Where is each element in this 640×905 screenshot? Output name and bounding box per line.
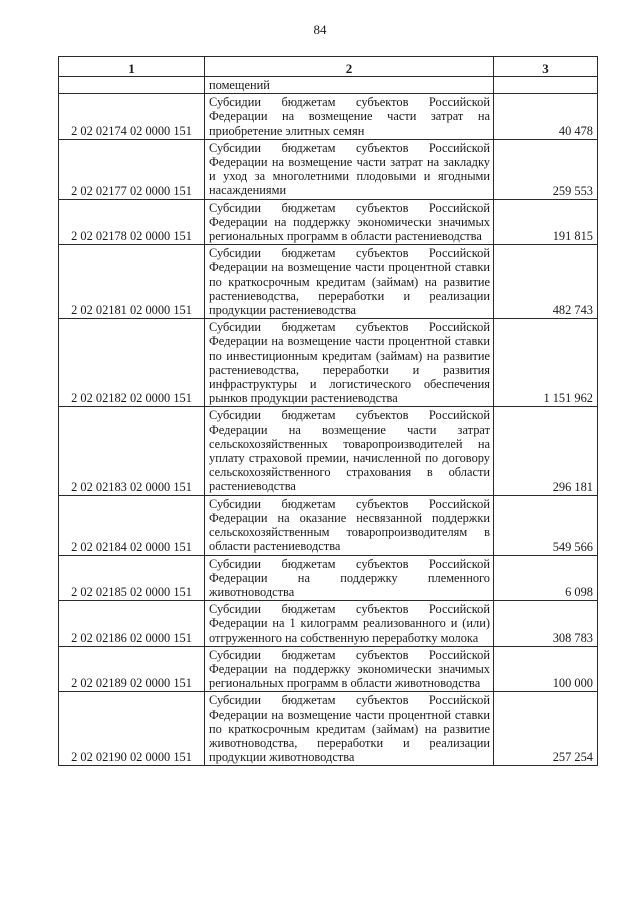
table-header-row: [59, 57, 598, 77]
description-cell: Субсидии бюджетам субъектов Российской Федерации на 1 килограмм реализованного и (или) отгруженного на собственную переработку молока: [205, 601, 494, 647]
page-number: 84: [313, 22, 327, 37]
budget-code-cell: 2 02 02189 02 0000 151: [59, 646, 205, 692]
amount-cell: 191 815: [494, 199, 598, 245]
budget-code-cell: 2 02 02186 02 0000 151: [59, 601, 205, 647]
amount-cell: 257 254: [494, 692, 598, 766]
table-row: [59, 646, 598, 692]
table-row: [59, 692, 598, 766]
description-cell: Субсидии бюджетам субъектов Российской Федерации на возмещение части процентной ставки по инвестиционным кредитам (займам) на развитие растениеводства, переработки и развития инфраструктуры и логистического обеспечения рынков продукции растениеводства: [205, 319, 494, 407]
description-cell: Субсидии бюджетам субъектов Российской Федерации на возмещение части затрат на приобретение элитных семян: [205, 94, 494, 140]
amount-cell: 308 783: [494, 601, 598, 647]
amount-cell: 1 151 962: [494, 319, 598, 407]
amount-cell: 482 743: [494, 245, 598, 319]
table-row-continuation: [59, 77, 598, 94]
budget-code-cell: [59, 77, 205, 94]
table-row: [59, 139, 598, 199]
table-row: [59, 199, 598, 245]
description-cell: Субсидии бюджетам субъектов Российской Федерации на возмещение части процентной ставки по краткосрочным кредитам (займам) на развитие животноводства, переработки и реализации продукции животноводства: [205, 692, 494, 766]
table-row: [59, 601, 598, 647]
budget-code-cell: 2 02 02183 02 0000 151: [59, 407, 205, 495]
table-row: [59, 94, 598, 140]
description-cell: Субсидии бюджетам субъектов Российской Федерации на возмещение части процентной ставки по краткосрочным кредитам (займам) на развитие растениеводства, переработки и реализации продукции растениеводства: [205, 245, 494, 319]
amount-cell: 6 098: [494, 555, 598, 601]
description-cell: Субсидии бюджетам субъектов Российской Федерации на возмещение части затрат на закладку и уход за многолетними плодовыми и ягодными насаждениями: [205, 139, 494, 199]
table-row: [59, 245, 598, 319]
budget-code-cell: 2 02 02177 02 0000 151: [59, 139, 205, 199]
description-cell: Субсидии бюджетам субъектов Российской Федерации на возмещение части затрат сельскохозяйственных товаропроизводителей на уплату страховой премии, начисленной по договору сельскохозяйственного страхования в области растениеводства: [205, 407, 494, 495]
amount-cell: 40 478: [494, 94, 598, 140]
amount-cell: 259 553: [494, 139, 598, 199]
budget-table: [58, 56, 598, 766]
table-row: [59, 407, 598, 495]
column-header-1: 1: [59, 57, 205, 77]
amount-cell: 100 000: [494, 646, 598, 692]
amount-cell: [494, 77, 598, 94]
description-cell: Субсидии бюджетам субъектов Российской Федерации на поддержку племенного животноводства: [205, 555, 494, 601]
budget-code-cell: 2 02 02190 02 0000 151: [59, 692, 205, 766]
budget-code-cell: 2 02 02181 02 0000 151: [59, 245, 205, 319]
table-row: [59, 555, 598, 601]
amount-cell: 549 566: [494, 495, 598, 555]
description-cell: Субсидии бюджетам субъектов Российской Федерации на поддержку экономически значимых региональных программ в области животноводства: [205, 646, 494, 692]
budget-code-cell: 2 02 02182 02 0000 151: [59, 319, 205, 407]
budget-code-cell: 2 02 02184 02 0000 151: [59, 495, 205, 555]
budget-code-cell: 2 02 02185 02 0000 151: [59, 555, 205, 601]
table-row: [59, 495, 598, 555]
description-cell: Субсидии бюджетам субъектов Российской Федерации на поддержку экономически значимых региональных программ в области растениеводства: [205, 199, 494, 245]
description-cell: Субсидии бюджетам субъектов Российской Федерации на оказание несвязанной поддержки сельскохозяйственным товаропроизводителям в области растениеводства: [205, 495, 494, 555]
budget-code-cell: 2 02 02178 02 0000 151: [59, 199, 205, 245]
column-header-3: 3: [494, 57, 598, 77]
budget-code-cell: 2 02 02174 02 0000 151: [59, 94, 205, 140]
description-cell: помещений: [205, 77, 494, 94]
amount-cell: 296 181: [494, 407, 598, 495]
column-header-2: 2: [205, 57, 494, 77]
table-row: [59, 319, 598, 407]
